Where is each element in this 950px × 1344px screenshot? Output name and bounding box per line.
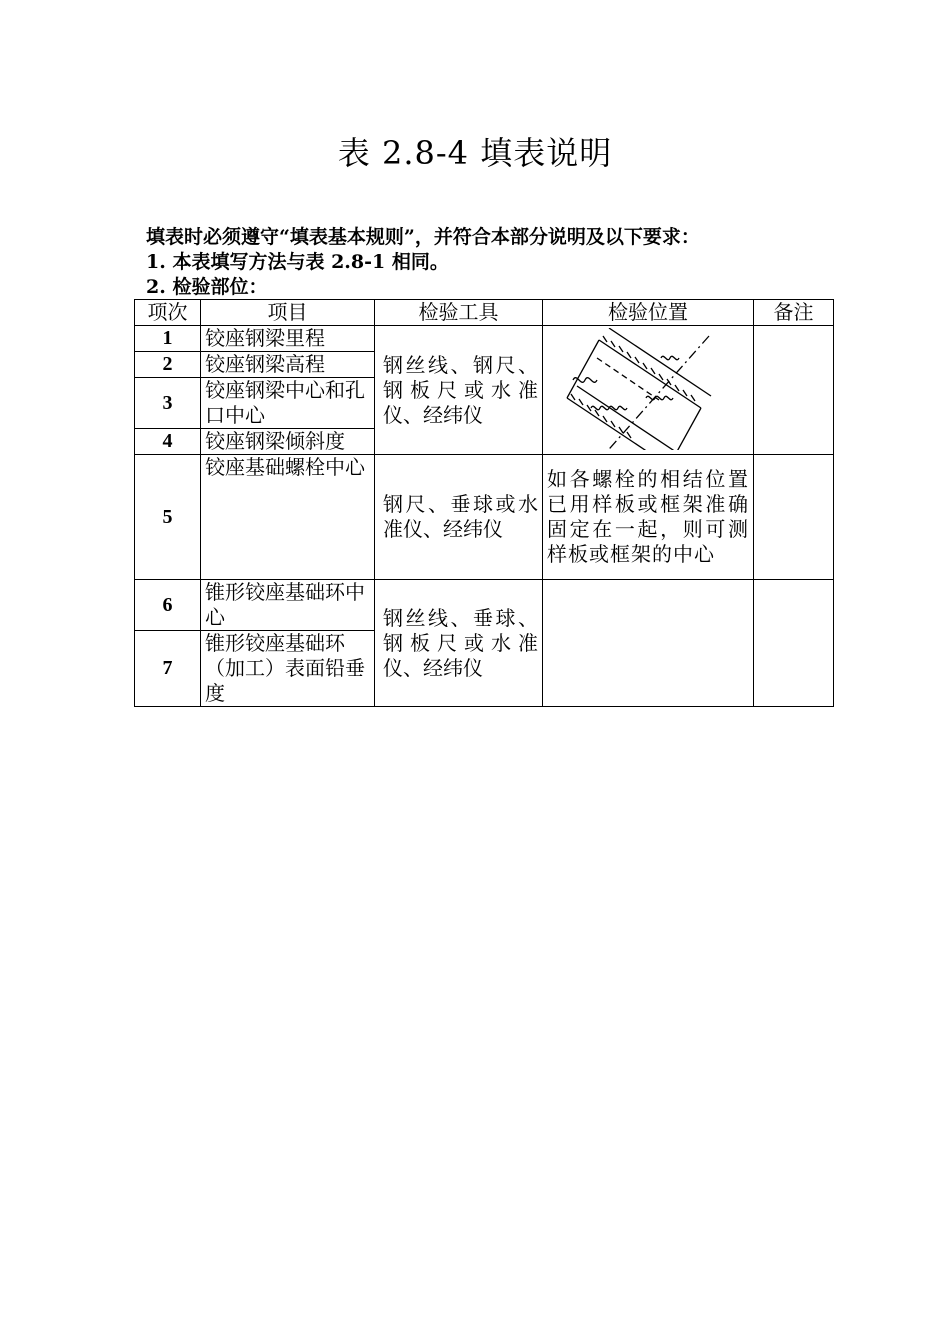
- row-item: 铰座钢梁高程: [201, 352, 375, 378]
- row-no: 6: [135, 580, 201, 631]
- intro-line-2: 1. 本表填写方法与表 2.8-1 相同。: [146, 251, 449, 273]
- hinge-beam-diagram: [551, 328, 746, 450]
- row-no: 3: [135, 378, 201, 429]
- row-item: 铰座基础螺栓中心: [201, 455, 375, 580]
- row-item: 铰座钢梁里程: [201, 326, 375, 352]
- header-no: 项次: [135, 300, 201, 326]
- header-position: 检验位置: [543, 300, 754, 326]
- tool-cell-2: 钢尺、垂球或水准仪、经纬仪: [375, 455, 543, 580]
- position-diagram-cell: [543, 326, 754, 455]
- intro-line-1: 填表时必须遵守“填表基本规则”，并符合本部分说明及以下要求：: [146, 226, 700, 248]
- remark-cell-3: [754, 580, 834, 707]
- row-item: 铰座钢梁倾斜度: [201, 429, 375, 455]
- header-tool: 检验工具: [375, 300, 543, 326]
- header-item: 项目: [201, 300, 375, 326]
- page-title: 表 2.8-4 填表说明: [337, 134, 613, 172]
- table-header-row: [135, 300, 834, 326]
- table-row: [135, 455, 834, 580]
- row-no: 7: [135, 631, 201, 707]
- remark-cell-1: [754, 326, 834, 455]
- row-no: 1: [135, 326, 201, 352]
- table-row: [135, 326, 834, 352]
- position-note-5: 如各螺栓的相结位置已用样板或框架准确固定在一起，则可测样板或框架的中心: [543, 455, 754, 580]
- tool-cell-1: 钢丝线、钢尺、钢板尺或水准仪、经纬仪: [375, 326, 543, 455]
- header-remark: 备注: [754, 300, 834, 326]
- intro-text: [146, 225, 700, 300]
- row-item: 锥形铰座基础环（加工）表面铅垂度: [201, 631, 375, 707]
- row-item: 铰座钢梁中心和孔口中心: [201, 378, 375, 429]
- row-item: 锥形铰座基础环中心: [201, 580, 375, 631]
- row-no: 2: [135, 352, 201, 378]
- tool-cell-3: 钢丝线、垂球、钢板尺或水准仪、经纬仪: [375, 580, 543, 707]
- remark-cell-2: [754, 455, 834, 580]
- row-no: 5: [135, 455, 201, 580]
- table-row: [135, 580, 834, 631]
- position-cell-3: [543, 580, 754, 707]
- inspection-table: [134, 299, 834, 707]
- intro-line-3: 2. 检验部位：: [146, 276, 268, 298]
- row-no: 4: [135, 429, 201, 455]
